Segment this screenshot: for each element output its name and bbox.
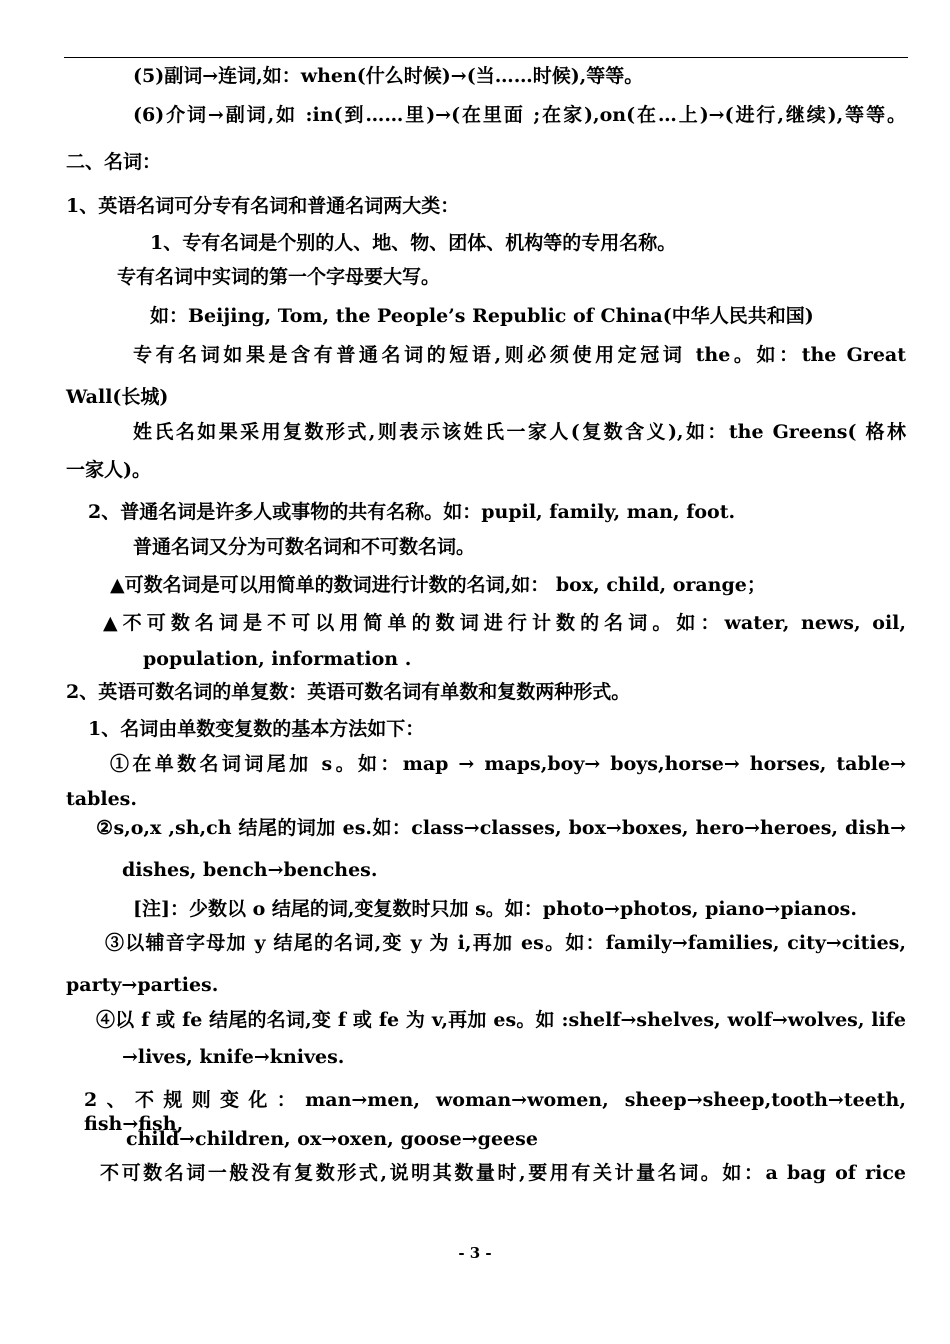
text-line: ②s,o,x ,sh,ch 结尾的词加 es.如：class→classes, box→boxes, hero→heroes, dish→ <box>96 817 906 839</box>
text-line: (5)副词→连词,如：when(什么时候)→(当……时候),等等。 <box>133 65 644 87</box>
text-line: [注]：少数以 o 结尾的词,变复数时只加 s。如：photo→photos, piano→pianos. <box>133 898 857 920</box>
text-line: 专有名词中实词的第一个字母要大写。 <box>117 266 441 288</box>
text-line: child→children, ox→oxen, goose→geese <box>126 1128 538 1150</box>
text-line: Wall(长城) <box>66 386 169 408</box>
text-line: 2、不规则变化：man→men, woman→women, sheep→sheep,tooth→teeth, fish→fish, <box>84 1089 906 1135</box>
text-line: 2、普通名词是许多人或事物的共有名称。如：pupil, family, man, foot. <box>88 501 736 523</box>
text-line: 如：Beijing, Tom, the People’s Republic of China(中华人民共和国) <box>150 305 814 327</box>
text-line: dishes, bench→benches. <box>122 859 378 881</box>
text-line: 不可数名词一般没有复数形式,说明其数量时,要用有关计量名词。如：a bag of rice <box>100 1162 906 1184</box>
text-line: 普通名词又分为可数名词和不可数名词。 <box>133 536 476 558</box>
text-line: ①在单数名词词尾加 s。如：map → maps,boy→ boys,horse→ horses, table→ <box>110 753 906 775</box>
text-line: 姓氏名如果采用复数形式,则表示该姓氏一家人(复数含义),如：the Greens( 格林 <box>133 421 906 443</box>
text-line: tables. <box>66 788 137 810</box>
text-line: ▲可数名词是可以用简单的数词进行计数的名词,如： box, child, orange； <box>110 574 766 596</box>
text-line: ④以 f 或 fe 结尾的名词,变 f 或 fe 为 v,再加 es。如 :shelf→shelves, wolf→wolves, life <box>96 1009 906 1031</box>
text-line: 2、英语可数名词的单复数：英语可数名词有单数和复数两种形式。 <box>66 681 631 703</box>
header-rule <box>64 57 908 58</box>
text-line: 专有名词如果是含有普通名词的短语,则必须使用定冠词 the。如：the Great <box>133 344 906 366</box>
text-line: party→parties. <box>66 974 219 996</box>
text-line: 1、专有名词是个别的人、地、物、团体、机构等的专用名称。 <box>150 232 677 254</box>
text-line: 一家人)。 <box>66 459 151 481</box>
text-line: ③以辅音字母加 y 结尾的名词,变 y 为 i,再加 es。如：family→families, city→cities, <box>105 932 906 954</box>
text-line: (6)介词→副词,如 :in(到……里)→(在里面 ;在家),on(在…上)→(进行,继续),等等。 <box>133 104 906 126</box>
text-line: 1、英语名词可分专有名词和普通名词两大类： <box>66 195 460 217</box>
text-line: population, information . <box>143 648 412 670</box>
section-heading: 二、名词： <box>66 151 162 173</box>
text-line: 1、名词由单数变复数的基本方法如下： <box>88 718 425 740</box>
text-line: →lives, knife→knives. <box>122 1046 345 1068</box>
text-line: ▲不可数名词是不可以用简单的数词进行计数的名词。如：water, news, oil, <box>103 612 906 634</box>
page-number: - 3 - <box>458 1244 492 1262</box>
